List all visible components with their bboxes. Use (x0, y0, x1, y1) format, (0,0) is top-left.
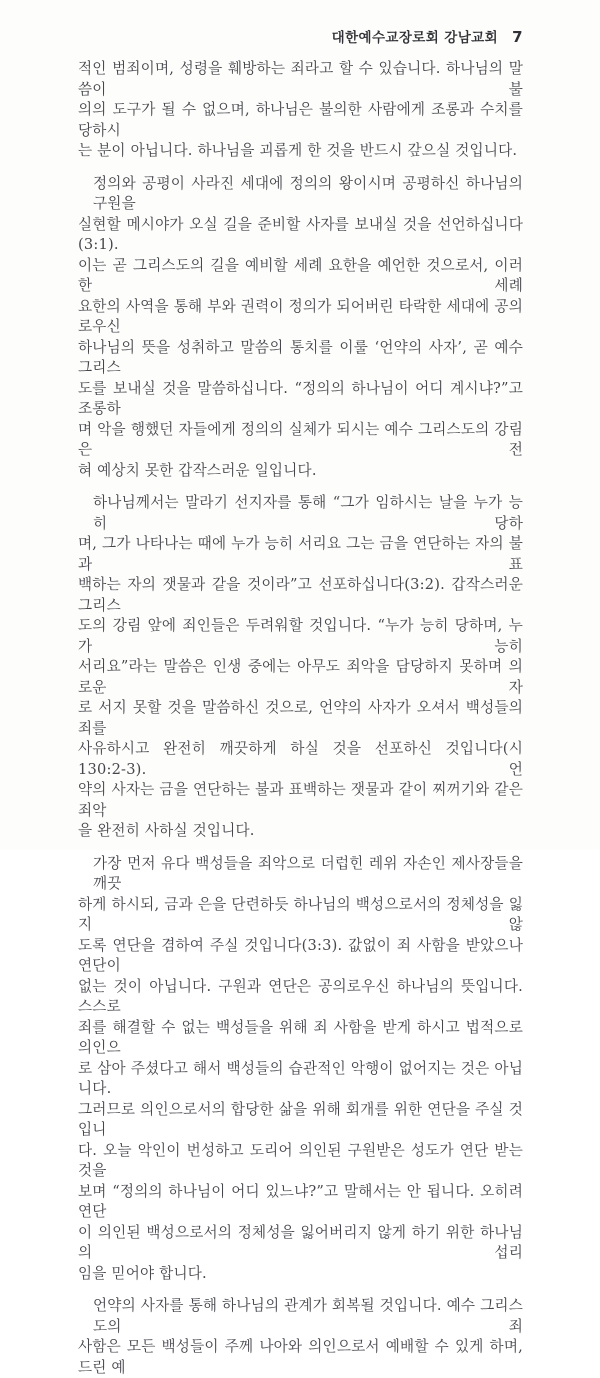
text-line: 요한의 사역을 통해 부와 권력이 정의가 되어버린 타락한 세대에 공의로우신 (78, 297, 523, 335)
document-body (78, 59, 523, 1378)
text-line: 는 분이 아닙니다. 하나님을 괴롭게 한 것을 반드시 갚으실 것입니다. (78, 142, 518, 159)
text-line: 이는 곧 그리스도의 길을 예비할 세례 요한을 예언한 것으로서, 이러한 세례 (78, 256, 523, 294)
text-line: 하나님께서는 말라기 선지자를 통해 “그가 임하시는 날을 누가 능히 당하 (93, 494, 523, 532)
text-line: 며, 그가 나타나는 때에 누가 능히 서리요 그는 금을 연단하는 자의 불과 표 (78, 535, 523, 573)
text-line: 언약의 사자를 통해 하나님의 관계가 회복될 것입니다. 예수 그리스도의 죄 (93, 1297, 523, 1335)
text-line: 약의 사자는 금을 연단하는 불과 표백하는 잿물과 같이 찌꺼기와 같은 죄악 (78, 781, 523, 819)
text-line: 보며 “정의의 하나님이 어디 있느냐?”고 말해서는 안 됩니다. 오히려 연단 (78, 1182, 523, 1220)
text-line: 도를 보내실 것을 말씀하십니다. “정의의 하나님이 어디 계시냐?”고 조롱하 (78, 379, 523, 417)
text-line: 의의 도구가 될 수 없으며, 하나님은 불의한 사람에게 조롱과 수치를 당하시 (78, 101, 523, 139)
paragraph-5 (78, 1296, 523, 1378)
text-line: 가장 먼저 유다 백성들을 죄악으로 더럽힌 레위 자손인 제사장들을 깨끗 (93, 854, 523, 892)
text-line: 도록 연단을 겸하여 주실 것입니다(3:3). 값없이 죄 사함을 받았으나 연단이 (78, 936, 523, 974)
text-line: 정의와 공평이 사라진 세대에 정의의 왕이시며 공평하신 하나님의 구원을 (93, 174, 523, 212)
paragraph-3 (78, 493, 523, 842)
text-line: 백하는 자의 잿물과 같을 것이라”고 선포하십니다(3:2). 갑작스러운 그리스 (78, 576, 523, 614)
text-line: 실현할 메시야가 오실 길을 준비할 사자를 보내실 것을 선언하십니다(3:1). (78, 215, 523, 253)
text-line: 로 서지 못할 것을 말씀하신 것으로, 언약의 사자가 오셔서 백성들의 죄를 (78, 699, 523, 737)
text-line: 사유하시고 완전히 깨끗하게 하실 것을 선포하신 것입니다(시 130:2-3). 언 (78, 740, 523, 778)
page-header (78, 26, 523, 46)
text-line: 을 완전히 사하실 것입니다. (78, 822, 255, 839)
text-line: 그러므로 의인으로서의 합당한 삶을 위해 회개를 위한 연단을 주실 것입니 (78, 1100, 523, 1138)
text-line: 혀 예상치 못한 갑작스러운 일입니다. (78, 461, 317, 479)
text-line: 없는 것이 아닙니다. 구원과 연단은 공의로우신 하나님의 뜻입니다. 스스로 (78, 977, 523, 1015)
paragraph-1 (78, 59, 523, 162)
church-name: 대한예수교장로회 강남교회 (331, 30, 499, 46)
page-number: 7 (512, 28, 523, 46)
paragraph-4 (78, 854, 523, 1285)
text-line: 사함은 모든 백성들이 주께 나아와 의인으로서 예배할 수 있게 하며, 드린 예 (78, 1338, 523, 1376)
text-line: 하게 하시되, 금과 은을 단련하듯 하나님의 백성으로서의 정체성을 잃지 않 (78, 895, 523, 933)
text-line: 임을 믿어야 합니다. (78, 1264, 207, 1282)
text-line: 다. 오늘 악인이 번성하고 도리어 의인된 구원받은 성도가 연단 받는 것을 (78, 1141, 523, 1179)
text-line: 죄를 해결할 수 없는 백성들을 위해 죄 사함을 받게 하시고 법적으로 의인으 (78, 1018, 523, 1056)
text-line: 며 악을 행했던 자들에게 정의의 실체가 되시는 예수 그리스도의 강림은 전 (78, 420, 523, 458)
text-line: 이 의인된 백성으로서의 정체성을 잃어버리지 않게 하기 위한 하나님의 섭리 (78, 1223, 523, 1261)
text-line: 로 삼아 주셨다고 해서 백성들의 습관적인 악행이 없어지는 것은 아닙니다. (78, 1059, 523, 1097)
text-line: 하나님의 뜻을 성취하고 말씀의 통치를 이룰 ‘언약의 사자’, 곧 예수 그리스 (78, 338, 523, 376)
text-line: 서리요”라는 말씀은 인생 중에는 아무도 죄악을 담당하지 못하며 의로운 자 (78, 658, 523, 696)
text-line: 도의 강림 앞에 죄인들은 두려워할 것입니다. “누가 능히 당하며, 누가 능히 (78, 617, 523, 655)
text-line: 적인 범죄이며, 성령을 훼방하는 죄라고 할 수 있습니다. 하나님의 말씀이 불 (78, 60, 523, 98)
paragraph-2 (78, 174, 523, 482)
